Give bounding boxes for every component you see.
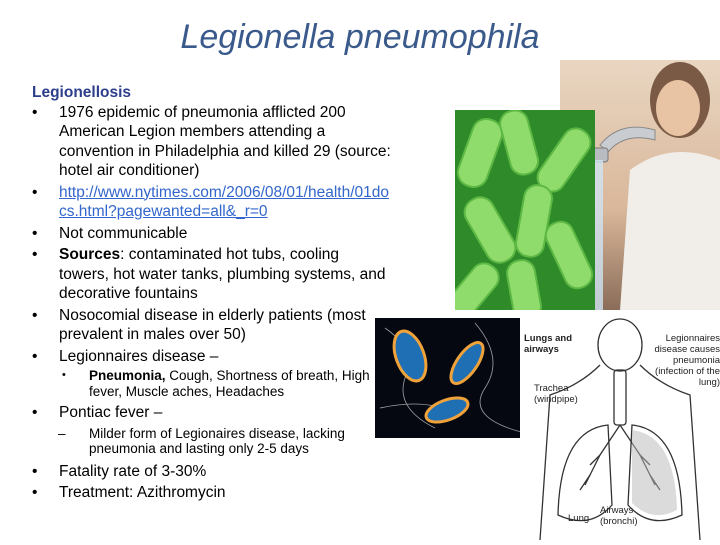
bullet-pontiac: • Pontiac fever – xyxy=(32,403,392,423)
airways-label: Airways (bronchi) xyxy=(600,505,638,527)
sources-text: : contaminated hot tubs, cooling towers, hot water tanks, plumbing systems, and decorative fountains xyxy=(59,246,386,302)
lung-label: Lung xyxy=(568,513,590,524)
legionnaires-note-label: Legionnaires disease causes pneumonia (infection of the lung) xyxy=(654,333,720,388)
bullet-treatment: • Treatment: Azithromycin xyxy=(32,483,392,503)
bacteria-micrograph-green xyxy=(455,110,595,310)
bullet-nosocomial: • Nosocomial disease in elderly patients (most prevalent in males over 50) xyxy=(32,306,392,345)
section-heading: Legionellosis xyxy=(32,84,132,101)
bullet-1976-epidemic: • 1976 epidemic of pneumonia afflicted 200 American Legion members attending a convention in Philadelphia and killed 29 (source: hotel air conditioner) xyxy=(32,103,392,181)
bullet-fatality: • Fatality rate of 3-30% xyxy=(32,462,392,482)
lungs-airways-label: Lungs and airways xyxy=(524,333,573,355)
slide-title: Legionella pneumophila xyxy=(180,18,540,56)
sources-label: Sources xyxy=(59,246,121,263)
slide-body xyxy=(32,83,392,503)
nytimes-link[interactable]: http://www.nytimes.com/2006/08/01/health/01docs.html?pagewanted=all&_r=0 xyxy=(59,183,390,220)
pontiac-description: – Milder form of Legionaires disease, lacking pneumonia and lasting only 2-5 days xyxy=(32,426,392,457)
lungs-diagram xyxy=(520,315,720,540)
bacteria-micrograph-flagella xyxy=(375,318,535,438)
trachea-label: Trachea (windpipe) xyxy=(534,383,578,405)
bullet-legionnaires xyxy=(32,347,392,367)
bullet-sources xyxy=(32,245,392,304)
legionnaires-symptoms xyxy=(32,368,392,399)
symptoms-text: Cough, Shortness of breath, High fever, Muscle aches, Headaches xyxy=(89,368,370,399)
bullet-nytimes-link xyxy=(32,183,392,222)
flagella-bacteria-illustration xyxy=(375,318,535,438)
bullet-list-3 xyxy=(32,462,392,503)
pneumonia-label: Pneumonia, xyxy=(89,368,166,383)
bullet-list-2 xyxy=(32,403,392,423)
green-bacteria-illustration xyxy=(455,110,595,310)
bullet-list xyxy=(32,103,392,367)
bullet-not-communicable: • Not communicable xyxy=(32,224,392,244)
legionnaires-label: • Legionnaires disease – xyxy=(59,347,219,365)
